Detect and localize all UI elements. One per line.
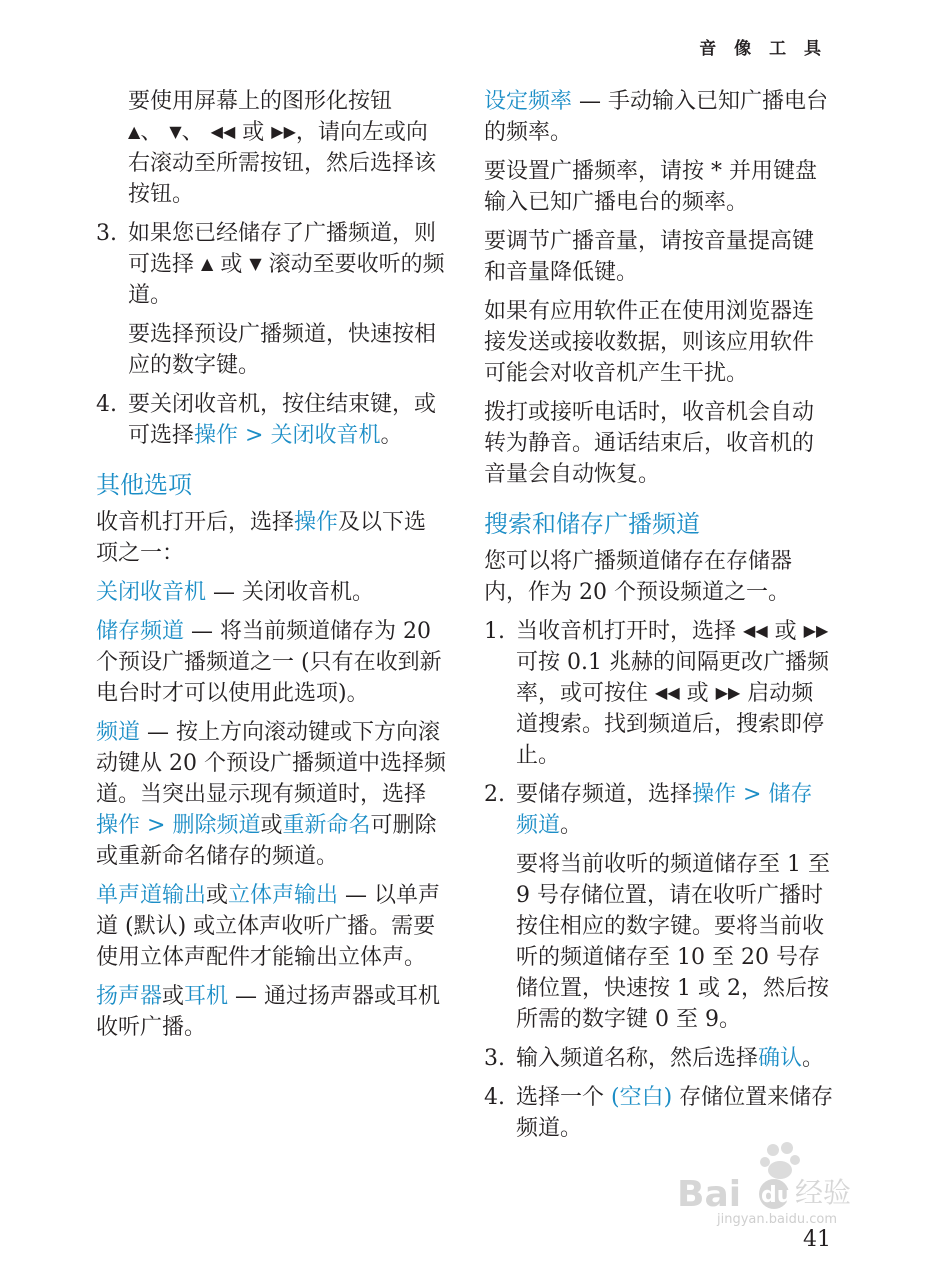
svg-text:du: du (761, 1183, 793, 1208)
baidu-watermark (677, 1140, 877, 1230)
options-intro: 收音机打开后，选择操作及以下选项之一： (96, 510, 427, 566)
option-mono-stereo: 单声道输出或立体声输出 — 以单声道 (默认) 或立体声收听广播。需要使用立体声配件才能输出立体声。 (96, 883, 441, 970)
up-arrow-icon: ▲ (201, 254, 214, 273)
forward-icon: ▶▶ (271, 122, 296, 141)
paw-logo-icon (677, 1140, 877, 1212)
step-3-sub-paragraph: 要选择预设广播频道，快速按相应的数字键。 (128, 322, 437, 378)
right-column (484, 86, 834, 1152)
forward-icon: ▶▶ (803, 621, 829, 640)
down-arrow-icon: ▼ (249, 254, 262, 273)
step-3-name: 3. 输入频道名称，然后选择确认。 (484, 1046, 825, 1071)
svg-text:经验: 经验 (795, 1176, 852, 1209)
other-options-heading: 其他选项 (96, 471, 192, 499)
close-radio-link: 关闭收音机 (270, 423, 381, 448)
step-4-close-radio: 4. 要关闭收音机，按住结束键，或可选择操作 > 关闭收音机。 (96, 392, 437, 448)
up-arrow-icon: ▲ (128, 122, 141, 141)
option-set-frequency: 设定频率 — 手动输入已知广播电台的频率。 (484, 89, 829, 145)
option-save-channel: 储存频道 — 将当前频道储存为 20 个预设广播频道之一 (只有在收到新电台时才可以使用此选项)。 (96, 619, 442, 706)
left-column (96, 86, 446, 1051)
interference-paragraph: 如果有应用软件正在使用浏览器连接发送或接收数据，则该应用软件可能会对收音机产生干扰。 (484, 299, 815, 386)
store-intro-paragraph: 您可以将广播频道储存在存储器内，作为 20 个预设频道之一。 (484, 549, 793, 605)
rewind-icon: ◀◀ (743, 621, 768, 640)
down-arrow-icon: ▼ (169, 122, 182, 141)
frequency-paragraph: 要设置广播频率，请按 * 并用键盘输入已知广播电台的频率。 (484, 159, 817, 215)
forward-icon: ▶▶ (715, 683, 741, 702)
option-speaker-headset: 扬声器或耳机 — 通过扬声器或耳机收听广播。 (96, 984, 441, 1040)
graphic-buttons-paragraph: 要使用屏幕上的图形化按钮 ▲、 ▼、 ◀◀ 或 ▶▶，请向左或向右滚动至所需按钮，然后选择该按钮。 (128, 89, 437, 207)
operations-link: 操作 (194, 423, 239, 448)
call-mute-paragraph: 拨打或接听电话时，收音机会自动转为静音。通话结束后，收音机的音量会自动恢复。 (484, 400, 815, 487)
section-header: 音 像 工 具 (699, 39, 827, 59)
step-1-tune: 1. 当收音机打开时，选择 ◀◀ 或 ▶▶ 可按 0.1 兆赫的间隔更改广播频率，或可按住 ◀◀ 或 ▶▶ 启动频道搜索。找到频道后，搜索即停止。 (484, 619, 829, 768)
option-close-radio: 关闭收音机 — 关闭收音机。 (96, 580, 375, 605)
step-2-save: 2. 要储存频道，选择操作 > 储存频道。 (484, 782, 813, 838)
svg-text:Bai: Bai (677, 1174, 742, 1212)
page-number: 41 (803, 1227, 831, 1252)
rewind-icon: ◀◀ (210, 122, 236, 141)
step-3-select-channel: 3. 如果您已经储存了广播频道，则可选择 ▲ 或 ▼ 滚动至要收听的频道。 (96, 221, 445, 308)
search-store-heading: 搜索和储存广播频道 (484, 510, 700, 538)
watermark-url: jingyan.baidu.com (717, 1212, 837, 1227)
rewind-icon: ◀◀ (655, 683, 680, 702)
option-channels: 频道 — 按上方向滚动键或下方向滚动键从 20 个预设广播频道中选择频道。当突出显示现有频道时，选择操作 > 删除频道或重新命名可删除或重新命名储存的频道。 (96, 720, 446, 869)
volume-paragraph: 要调节广播音量，请按音量提高键和音量降低键。 (484, 229, 815, 285)
step-4-slot: 4. 选择一个 (空白) 存储位置来储存频道。 (484, 1085, 834, 1141)
step-2-sub-paragraph: 要将当前收听的频道储存至 1 至 9 号存储位置，请在收听广播时按住相应的数字键。要将当前收听的频道储存至 10 至 20 号存储位置，快速按 1 或 2，然后按所需的数字键 0 至 9。 (516, 852, 830, 1032)
